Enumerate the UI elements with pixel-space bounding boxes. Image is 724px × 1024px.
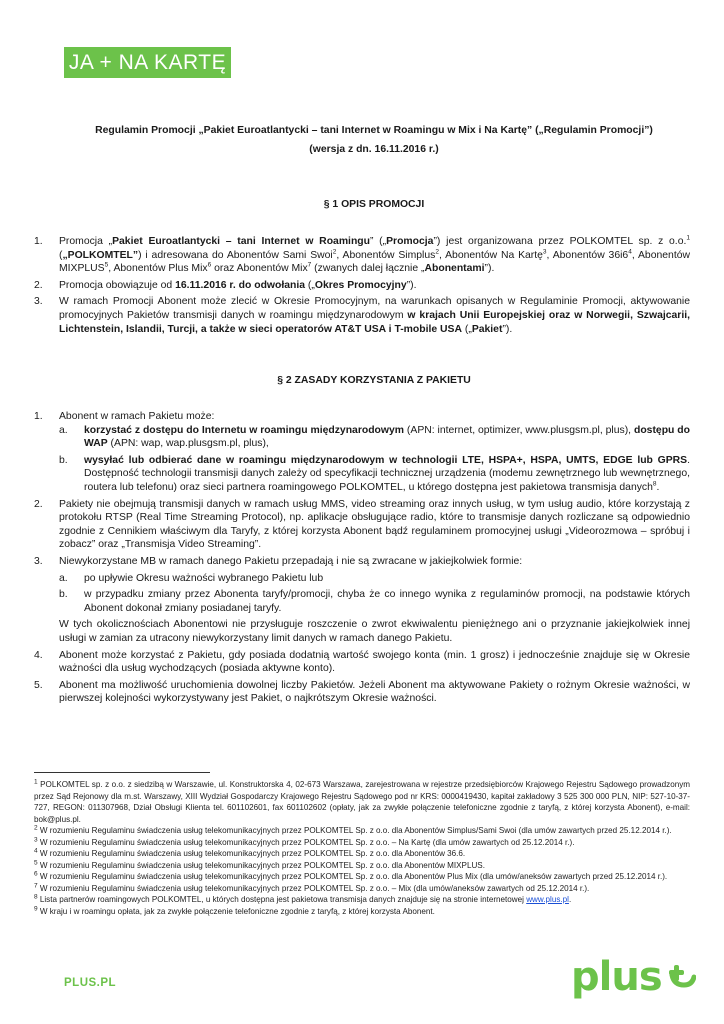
footnote-6: $^6$ W rozumieniu Regulaminu świadczenia usług telekomunikacyjnych przez POLKOMTEL Sp. z o.o. dla Abonentów Plus Mix (dla umów/aneksów zawartych przed 25.12.2014 r.). — [34, 870, 668, 881]
section1-heading: § 1 OPIS PROMOCJI — [323, 199, 425, 210]
section2-item-3-note: W tych okolicznościach Abonentowi nie przysługuje roszczenie o zwrot ekwiwalentu pieniężnego ani o przyznanie jakiejkolwiek innej usługi w zamian za utracony niewykorzystany limit danych w ramach danego Pakietu. — [59, 619, 690, 644]
section2-item-2: 2. Pakiety nie obejmują transmisji danych w ramach usług MMS, video streaming oraz innych usług, w tym usług audio, które korzystają z protokołu RTSP (Real Time Streaming Protocol), np. aplikacje obsługujące radio, które to transmisje danych rozliczane są odpowiednio zgodnie z Cennikiem właściwym dla Taryfy, z której korzysta Abonent bądź regulaminem promocyjnej usługi „Videorozmowa – spróbuj i zobacz” oraz „Transmisja Video Streaming”. — [34, 498, 690, 551]
document-version: (wersja z dn. 16.11.2016 r.) — [309, 144, 439, 155]
section2-subitem-a: a. korzystać z dostępu do Internetu w roamingu międzynarodowym (APN: internet, optimizer, www.plusgsm.pl, plus), dostępu do WAP (APN: wap, wap.plusgsm.pl, plus), — [59, 424, 690, 450]
plus-logo-mark-icon — [662, 957, 696, 997]
section2-item-4: 4. Abonent może korzystać z Pakietu, gdy posiada dodatnią wartość swojego konta (min. 1 grosz) i jednocześnie znajduje się w Okresie ważności dla usług wychodzących (posiada aktywne konto). — [34, 649, 690, 675]
section2-item-1: 1. Abonent w ramach Pakietu może: — [34, 411, 215, 422]
section2-item3-subitem-a: a. po upływie Okresu ważności wybranego Pakietu lub — [59, 572, 324, 584]
section2-item-5: 5. Abonent ma możliwość uruchomienia dowolnej liczby Pakietów. Jeżeli Abonent ma aktywowane Pakiety o rożnym Okresie ważności, w pierwszej kolejności wykorzystywany jest Pakiet, o najkrótszym Okresie ważności. — [34, 679, 690, 705]
section2-subitem-b: b. wysyłać lub odbierać dane w roamingu międzynarodowym w technologii LTE, HSPA+, HSPA, UMTS, EDGE lub GPRS. Dostępność technologii transmisji danych zależy od specyfikacji technicznej urządzenia (modemu zewnętrznego lub wewnętrznego, routera lub telefonu) oraz sieci partnera roamingowego POLKOMTEL, u którego dostępna jest pakietowa transmisja danych$^8$. — [59, 454, 690, 493]
footnote-8: $^8$ Lista partnerów roamingowych POLKOMTEL, u których dostępna jest pakietowa transmisja danych znajduje się na stronie internetowej www.plus.pl. — [34, 893, 572, 904]
footnote-4: $^4$ W rozumieniu Regulaminu świadczenia usług telekomunikacyjnych przez POLKOMTEL Sp. z o.o. dla Abonentów 36.6. — [34, 847, 466, 858]
section1-item-3: 3. W ramach Promocji Abonent może zlecić w Okresie Promocyjnym, na warunkach opisanych w Regulaminie Promocji, aktywowanie promocyjnych Pakietów transmisji danych w roamingu międzynarodowym w krajach Unii Europejskiej oraz w Norwegii, Szwajcarii, Lichtenstein, Islandii, Turcji, a także w sieci operatorów AT&T USA i T-mobile USA („Pakiet”). — [34, 296, 690, 335]
footnotes — [34, 779, 690, 917]
item-number: 2. — [34, 279, 43, 291]
footnote-7: $^7$ W rozumieniu Regulaminu świadczenia usług telekomunikacyjnych przez POLKOMTEL Sp. z o.o. – Mix (dla umów/aneksów zawartych od 25.12.2014 r.). — [34, 881, 590, 893]
brand-tagline: JA + NA KARTĘ — [68, 50, 227, 74]
document-title: Regulamin Promocji „Pakiet Euroatlantycki – tani Internet w Roamingu w Mix i Na Kartę” („Regulamin Promocji”) — [95, 125, 653, 136]
section2-body — [34, 410, 690, 706]
section2-item-3: 3. Niewykorzystane MB w ramach danego Pakietu przepadają i nie są zwracane w jakiejkolwiek formie: — [34, 555, 523, 567]
section2-item3-subitem-b: b. w przypadku zmiany przez Abonenta taryfy/promocji, chyba że co innego wynika z regulaminów promocji, na podstawie których Abonent dokonał zmiany posiadanej taryfy. — [59, 589, 690, 614]
item-number: 3. — [34, 296, 43, 308]
section2-heading: § 2 ZASADY KORZYSTANIA Z PAKIETU — [277, 375, 471, 386]
section1-item-1: 1. Promocja „Pakiet Euroatlantycki – tani Internet w Roamingu” („Promocja”) jest organizowana przez POLKOMTEL sp. z o.o.$^1$ („POLKOMTEL”) i adresowana do Abonentów Sami Swoi$^2$, Abonentów Simplus$^2$, Abonentów Na Kartę$^3$, Abonentów $36i6^4$, Abonentów MIXPLUS$^5$, Abonentów Plus Mix$^6$ oraz Abonentów Mix$^7$ (zwanych dalej łącznie „Abonentami”). — [34, 234, 690, 275]
footnote-5: $^5$ W rozumieniu Regulaminu świadczenia usług telekomunikacyjnych przez POLKOMTEL Sp. z o.o. dla Abonentów MIXPLUS. — [34, 858, 485, 870]
footer-website: PLUS.PL — [64, 977, 117, 989]
footnote-2: $^2$ W rozumieniu Regulaminu świadczenia usług telekomunikacyjnych przez POLKOMTEL Sp. z o.o. dla Abonentów Simplus/Sami Swoi (dla umów zawartych przed 25.12.2014 r.). — [34, 824, 672, 835]
plus-logo — [571, 954, 696, 1003]
footnote-3: $^3$ W rozumieniu Regulaminu świadczenia usług telekomunikacyjnych przez POLKOMTEL Sp. z o.o. – Na Kartę (dla umów zawartych od 25.12.2014 r.). — [34, 835, 575, 847]
section2-item-1-subitems — [34, 424, 690, 495]
brand-tagline-banner — [64, 47, 231, 78]
footnote-1: $^1$ POLKOMTEL sp. z o.o. z siedzibą w Warszawie, ul. Konstruktorska 4, 02-673 Warszawa, zarejestrowana w rejestrze przedsiębiorców Krajowego Rejestru Sądowego prowadzonym przez Sąd Rejonowy dla m.st. Warszawy, XIII Wydział Gospodarczy Krajowego Rejestru Sądowego pod nr KRS: 0000419430, kapitał zakładowy 3 525 300 000 PLN, NIP: 527-10-37-727, REGON: 011307968, Dział Obsługi Klienta tel. 601102601, fax 601102602 (opłaty, jak za zwykłe połączenie telefoniczne zgodnie z taryfą, z której korzysta Abonent), e-mail: bok@plus.pl. — [34, 778, 691, 824]
section1-body — [34, 235, 690, 336]
footnote-separator — [34, 772, 210, 773]
plus-logo-word: plus — [571, 954, 662, 1000]
section2-item-3-subitems — [34, 572, 690, 616]
item-number: 1. — [34, 236, 43, 247]
plus-website-link[interactable]: www.plus.pl — [526, 895, 569, 904]
footnote-9: $^9$ W kraju i w roamingu opłata, jak za zwykłe połączenie telefoniczne zgodnie z taryfą, z której korzysta Abonent. — [34, 904, 435, 916]
section1-item-2: 2. Promocja obowiązuje od 16.11.2016 r. do odwołania („Okres Promocyjny”). — [34, 279, 417, 291]
